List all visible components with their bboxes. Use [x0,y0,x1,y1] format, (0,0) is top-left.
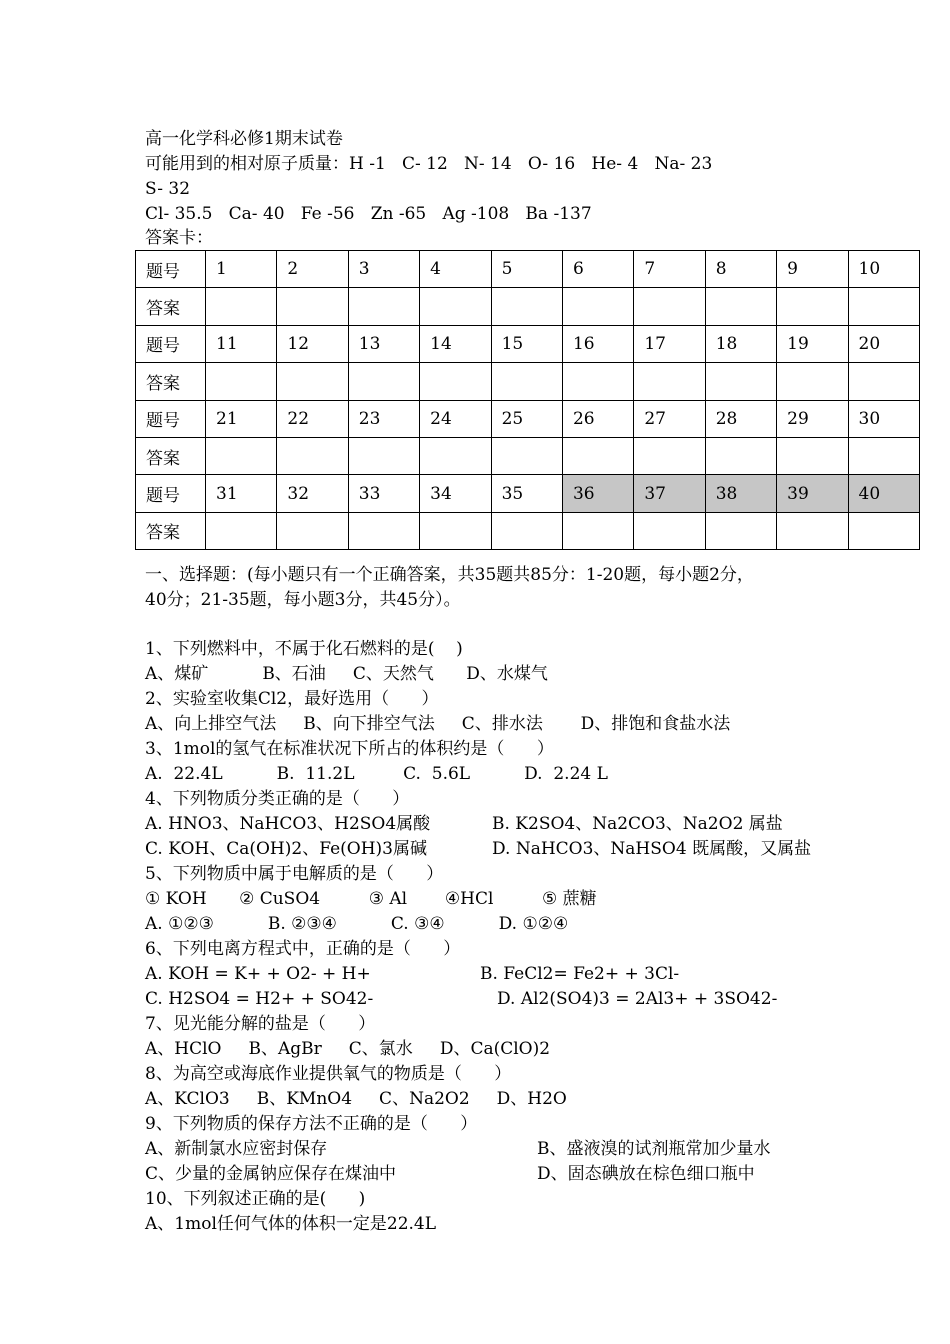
question-5-items: ① KOH ② CuSO4 ③ Al ④HCl ⑤ 蔗糖 [145,889,597,909]
question-9-option-b: B、盛液溴的试剂瓶常加少量水 [537,1139,771,1159]
question-1: 1、下列燃料中，不属于化石燃料的是( ) [145,639,463,659]
question-5-options: A. ①②③ B. ②③④ C. ③④ D. ①②④ [145,914,569,934]
answer-row [136,363,920,400]
question-number: 3 [348,251,419,288]
answer-cell[interactable] [562,512,633,549]
question-number-shaded: 37 [634,475,705,512]
question-number: 34 [420,475,491,512]
answer-cell[interactable] [848,437,919,474]
question-number: 28 [705,400,776,437]
answer-row [136,288,920,325]
question-7-options: A、HClO B、AgBr C、氯水 D、Ca(ClO)2 [145,1039,551,1059]
answer-row [136,437,920,474]
question-number: 16 [562,325,633,362]
question-number: 21 [206,400,277,437]
atomic-masses-line-3: Cl- 35.5 Ca- 40 Fe -56 Zn -65 Ag -108 Ba -137 [145,204,592,224]
question-9: 9、下列物质的保存方法不正确的是（ ） [145,1114,478,1134]
question-number: 27 [634,400,705,437]
question-8: 8、为高空或海底作业提供氧气的物质是（ ） [145,1064,512,1084]
question-label: 题号 [136,475,206,512]
question-4-option-d: D. NaHCO3、NaHSO4 既属酸，又属盐 [492,839,812,859]
question-3-options: A. 22.4L B. 11.2L C. 5.6L D. 2.24 L [145,764,608,784]
answer-cell[interactable] [420,288,491,325]
answer-cell[interactable] [491,363,562,400]
question-number: 29 [777,400,848,437]
question-label: 题号 [136,400,206,437]
answer-cell[interactable] [562,437,633,474]
section-intro-line-2: 40分；21-35题，每小题3分，共45分）。 [145,590,461,610]
question-number: 13 [348,325,419,362]
answer-cell[interactable] [562,363,633,400]
answer-label: 答案 [136,288,206,325]
question-6-option-c: C. H2SO4 = H2+ + SO42- [145,989,374,1009]
question-2: 2、实验室收集Cl2，最好选用（ ） [145,689,439,709]
question-number: 17 [634,325,705,362]
question-label: 题号 [136,325,206,362]
answer-card-label: 答案卡： [145,228,213,248]
answer-cell[interactable] [277,288,348,325]
question-number-row [136,325,920,362]
answer-cell[interactable] [491,288,562,325]
answer-label: 答案 [136,363,206,400]
answer-cell[interactable] [206,437,277,474]
question-number: 35 [491,475,562,512]
question-number: 14 [420,325,491,362]
answer-cell[interactable] [206,512,277,549]
question-10-option-a: A、1mol任何气体的体积一定是22.4L [145,1214,437,1234]
question-number: 31 [206,475,277,512]
question-4-option-c: C. KOH、Ca(OH)2、Fe(OH)3属碱 [145,839,427,859]
answer-cell[interactable] [777,363,848,400]
question-number: 26 [562,400,633,437]
question-number: 24 [420,400,491,437]
question-6-option-d: D. Al2(SO4)3 = 2Al3+ + 3SO42- [497,989,778,1009]
answer-cell[interactable] [848,363,919,400]
question-number-row [136,475,920,512]
answer-cell[interactable] [562,288,633,325]
question-number-shaded: 36 [562,475,633,512]
question-number: 18 [705,325,776,362]
question-number: 7 [634,251,705,288]
question-10: 10、下列叙述正确的是( ) [145,1189,366,1209]
question-number: 25 [491,400,562,437]
atomic-masses-line-2: S- 32 [145,179,191,199]
exam-title: 高一化学科必修1期末试卷 [145,129,343,149]
question-number: 32 [277,475,348,512]
answer-cell[interactable] [348,512,419,549]
answer-cell[interactable] [277,437,348,474]
question-4: 4、下列物质分类正确的是（ ） [145,789,410,809]
question-number: 30 [848,400,919,437]
question-3: 3、1mol的氢气在标准状况下所占的体积约是（ ） [145,739,554,759]
answer-cell[interactable] [777,288,848,325]
question-5: 5、下列物质中属于电解质的是（ ） [145,864,444,884]
question-4-option-a: A. HNO3、NaHCO3、H2SO4属酸 [145,814,431,834]
question-number: 33 [348,475,419,512]
answer-cell[interactable] [348,363,419,400]
answer-cell[interactable] [420,437,491,474]
question-6-option-b: B. FeCl2= Fe2+ + 3Cl- [480,964,680,984]
answer-cell[interactable] [705,288,776,325]
answer-cell[interactable] [491,512,562,549]
answer-cell[interactable] [491,437,562,474]
question-8-options: A、KClO3 B、KMnO4 C、Na2O2 D、H2O [145,1089,567,1109]
answer-cell[interactable] [705,363,776,400]
answer-cell[interactable] [277,512,348,549]
question-number-shaded: 38 [705,475,776,512]
answer-cell[interactable] [705,437,776,474]
answer-cell[interactable] [348,288,419,325]
question-2-options: A、向上排空气法 B、向下排空气法 C、排水法 D、排饱和食盐水法 [145,714,731,734]
question-number: 12 [277,325,348,362]
answer-label: 答案 [136,437,206,474]
question-number: 15 [491,325,562,362]
answer-cell[interactable] [634,437,705,474]
answer-cell[interactable] [348,437,419,474]
answer-cell[interactable] [848,288,919,325]
question-9-option-c: C、少量的金属钠应保存在煤油中 [145,1164,397,1184]
answer-cell[interactable] [206,363,277,400]
question-9-option-d: D、固态碘放在棕色细口瓶中 [537,1164,755,1184]
answer-cell[interactable] [777,512,848,549]
answer-cell[interactable] [848,512,919,549]
question-number-shaded: 40 [848,475,919,512]
section-intro-line-1: 一、选择题：(每小题只有一个正确答案，共35题共85分：1-20题，每小题2分， [145,565,754,585]
question-4-option-b: B. K2SO4、Na2CO3、Na2O2 属盐 [492,814,783,834]
answer-cell[interactable] [705,512,776,549]
question-number: 2 [277,251,348,288]
question-number: 8 [705,251,776,288]
answer-cell[interactable] [777,437,848,474]
question-number: 4 [420,251,491,288]
question-number: 10 [848,251,919,288]
question-1-options: A、煤矿 B、石油 C、天然气 D、水煤气 [145,664,548,684]
answer-cell[interactable] [420,363,491,400]
answer-cell[interactable] [634,512,705,549]
answer-cell[interactable] [420,512,491,549]
question-number: 23 [348,400,419,437]
question-number-row [136,251,920,288]
question-number: 19 [777,325,848,362]
question-number: 1 [206,251,277,288]
answer-cell[interactable] [634,363,705,400]
question-7: 7、见光能分解的盐是（ ） [145,1014,376,1034]
answer-cell[interactable] [277,363,348,400]
question-number-row [136,400,920,437]
question-number-shaded: 39 [777,475,848,512]
answer-card-table [135,250,920,550]
question-label: 题号 [136,251,206,288]
answer-label: 答案 [136,512,206,549]
question-number: 5 [491,251,562,288]
atomic-masses-line-1: 可能用到的相对原子质量：H -1 C- 12 N- 14 O- 16 He- 4 Na- 23 [145,154,713,174]
question-number: 9 [777,251,848,288]
question-6-option-a: A. KOH = K+ + O2- + H+ [145,964,371,984]
answer-cell[interactable] [634,288,705,325]
question-number: 22 [277,400,348,437]
answer-row [136,512,920,549]
question-number: 6 [562,251,633,288]
question-9-option-a: A、新制氯水应密封保存 [145,1139,328,1159]
answer-cell[interactable] [206,288,277,325]
question-number: 11 [206,325,277,362]
question-6: 6、下列电离方程式中，正确的是（ ） [145,939,461,959]
question-number: 20 [848,325,919,362]
